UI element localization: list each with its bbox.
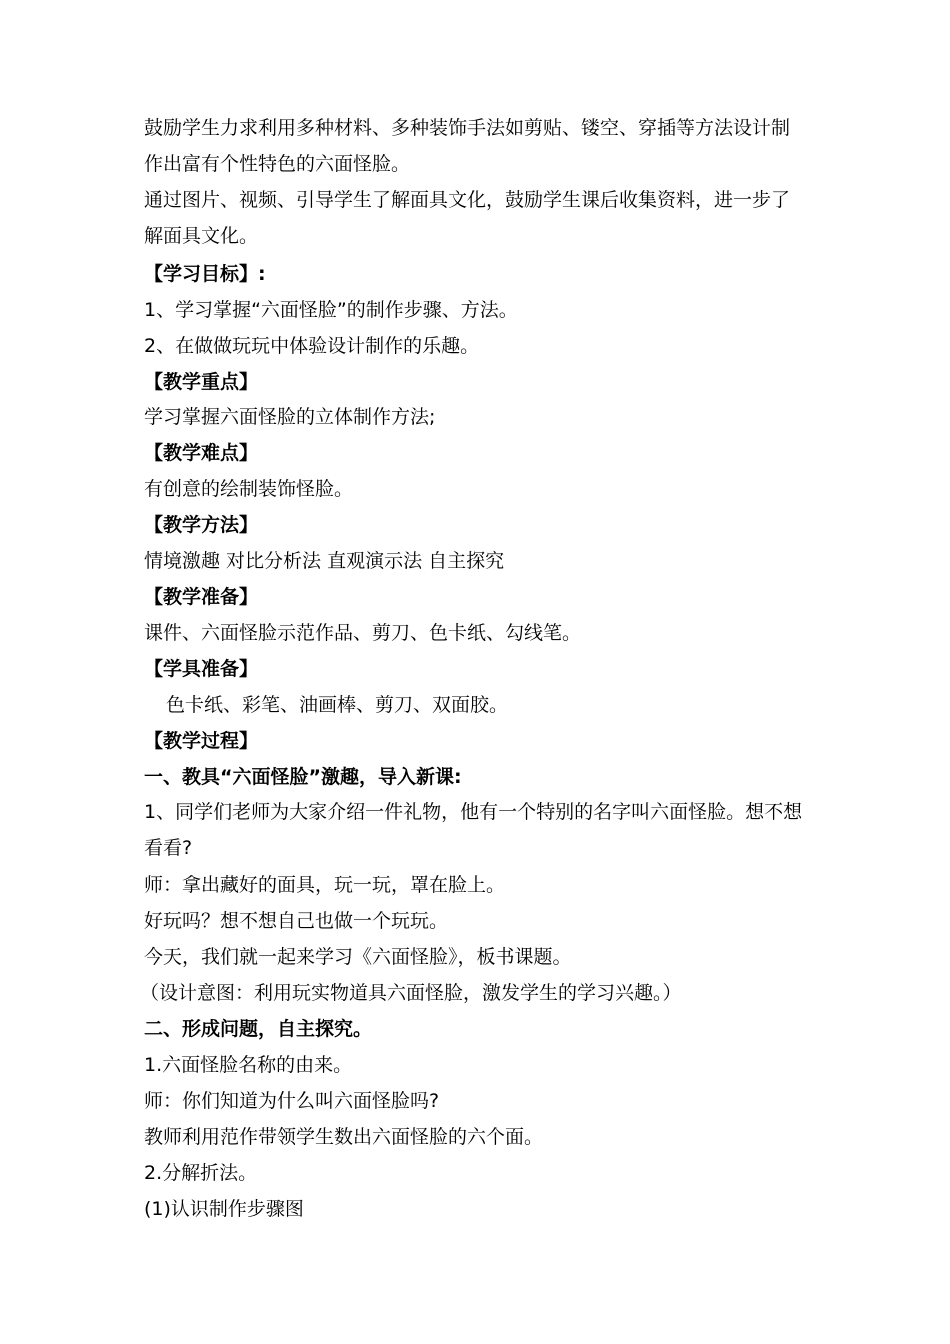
paragraph-line: 通过图片、视频、引导学生了解面具文化，鼓励学生课后收集资料，进一步了 xyxy=(144,189,791,211)
paragraph-line: 有创意的绘制装饰怪脸。 xyxy=(144,478,354,500)
paragraph-line: 课件、六面怪脸示范作品、剪刀、色卡纸、勾线笔。 xyxy=(144,622,582,644)
paragraph-line: 师：拿出藏好的面具，玩一玩，罩在脸上。 xyxy=(144,874,506,896)
paragraph-line: 学习掌握六面怪脸的立体制作方法; xyxy=(144,406,436,428)
paragraph-line: 教师利用范作带领学生数出六面怪脸的六个面。 xyxy=(144,1126,544,1148)
section-heading-teaching-preparation: 【教学准备】 xyxy=(144,586,259,608)
paragraph-line: 2.分解折法。 xyxy=(144,1162,258,1184)
paragraph-line: 解面具文化。 xyxy=(144,225,259,247)
section-heading-teaching-methods: 【教学方法】 xyxy=(144,514,259,536)
subsection-heading: 二、形成问题，自主探究。 xyxy=(144,1018,373,1040)
subsection-heading: 一、教具“六面怪脸”激趣，导入新课: xyxy=(144,766,462,788)
section-heading-student-materials: 【学具准备】 xyxy=(144,658,259,680)
section-heading-learning-goals: 【学习目标】: xyxy=(144,263,266,285)
paragraph-line: 师：你们知道为什么叫六面怪脸吗? xyxy=(144,1090,440,1112)
paragraph-line: 看看? xyxy=(144,837,193,859)
paragraph-line: 鼓励学生力求利用多种材料、多种装饰手法如剪贴、镂空、穿插等方法设计制 xyxy=(144,117,791,139)
paragraph-line: (1)认识制作步骤图 xyxy=(144,1198,304,1220)
paragraph-line: 今天，我们就一起来学习《六面怪脸》，板书课题。 xyxy=(144,946,572,968)
paragraph-line: 情境激趣 对比分析法 直观演示法 自主探究 xyxy=(144,550,505,572)
paragraph-line: 作出富有个性特色的六面怪脸。 xyxy=(144,153,411,175)
paragraph-line: （设计意图：利用玩实物道具六面怪脸，激发学生的学习兴趣。） xyxy=(140,982,682,1004)
paragraph-line: 色卡纸、彩笔、油画棒、剪刀、双面胶。 xyxy=(166,694,509,716)
paragraph-line: 1、同学们老师为大家介绍一件礼物，他有一个特别的名字叫六面怪脸。想不想 xyxy=(144,801,803,823)
list-item: 2、在做做玩玩中体验设计制作的乐趣。 xyxy=(144,335,480,357)
section-heading-teaching-focus: 【教学重点】 xyxy=(144,371,259,393)
section-heading-teaching-process: 【教学过程】 xyxy=(144,730,259,752)
list-item: 1、学习掌握“六面怪脸”的制作步骤、方法。 xyxy=(144,299,518,321)
paragraph-line: 1.六面怪脸名称的由来。 xyxy=(144,1054,353,1076)
section-heading-teaching-difficulty: 【教学难点】 xyxy=(144,442,259,464)
paragraph-line: 好玩吗？想不想自己也做一个玩玩。 xyxy=(144,910,449,932)
